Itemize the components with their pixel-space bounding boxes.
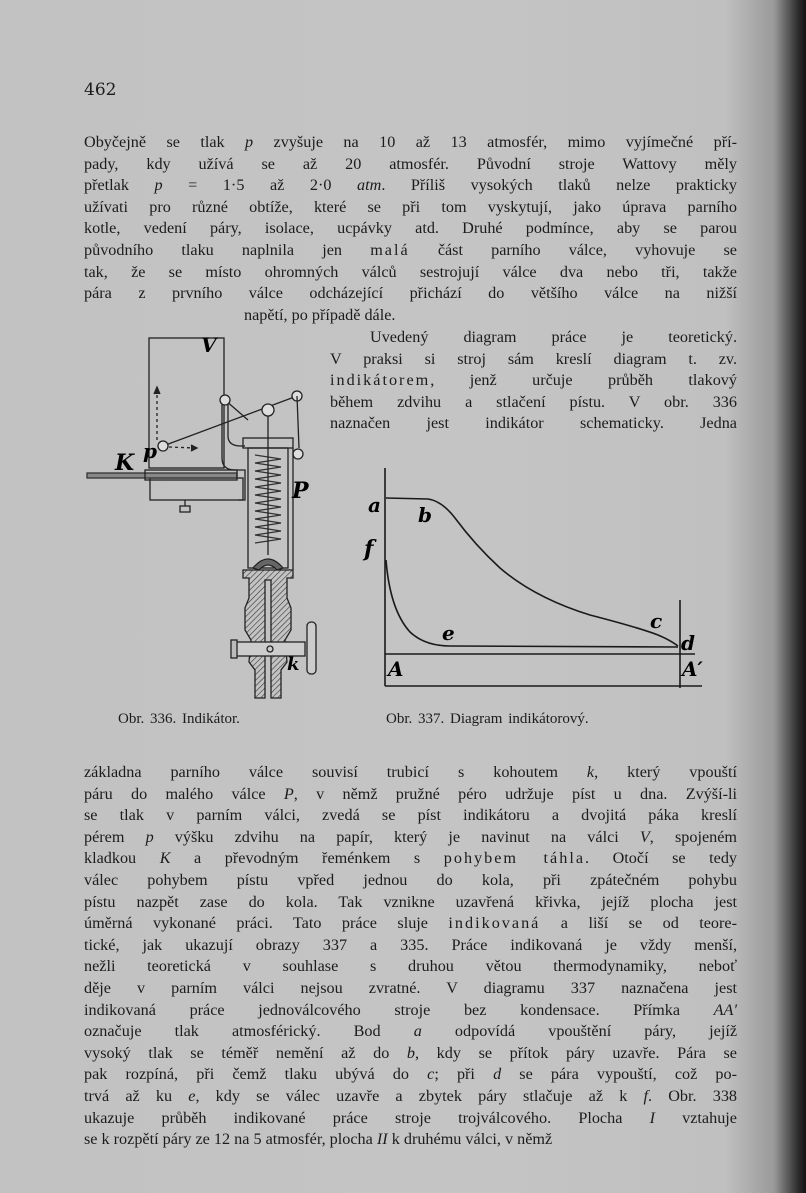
page-number: 462 <box>84 80 117 100</box>
text-line: během zdvihu a stlačení pístu. V obr. 336 <box>330 392 737 411</box>
text-line: děje v parním válci nejsou zvratné. V diagramu 337 naznačena jest <box>84 978 737 997</box>
label-V: V <box>201 333 217 357</box>
text-line: nežli teoretická v souhlase s druhou větou thermodynamiky, neboť <box>84 957 737 976</box>
text-line: válec pohybem pístu vpřed jednou do kola, při zpátečném pohybu <box>84 870 737 889</box>
label-c: c <box>650 609 663 633</box>
figure-337-indicator-diagram <box>350 460 730 700</box>
text-line: pak rozpíná, při čemž tlaku ubývá do c; při d se pára vypouští, což po- <box>84 1065 737 1084</box>
text-line: užívati pro různé obtíže, které se při tom vyskytují, jako úprava parního <box>84 197 737 216</box>
text-line: napětí, po případě dále. <box>244 306 396 324</box>
text-line: V praksi si stroj sám kreslí diagram t. zv. <box>330 349 737 368</box>
text-line: indikovaná práce jednoválcového stroje bez kondensace. Přímka AA′ <box>84 1000 737 1019</box>
label-a: a <box>368 493 381 517</box>
label-k: k <box>287 654 300 675</box>
text-line: pístu nazpět zase do kola. Tak vznikne uzavřená křivka, jejíž plocha jest <box>84 892 737 911</box>
text-line: základna parního válce souvisí trubicí s kohoutem k, který vpouští <box>84 763 737 781</box>
label-p: p <box>143 439 157 463</box>
text-line: Obyčejně se tlak p zvyšuje na 10 až 13 atmosfér, mimo vyjímečné pří- <box>84 133 737 151</box>
label-A: A <box>388 657 404 681</box>
text-line: Uvedený diagram práce je teoretický. <box>370 328 737 346</box>
text-line: se k rozpětí páry ze 12 na 5 atmosfér, plocha II k druhému válci, v němž <box>84 1130 553 1149</box>
label-K: K <box>115 450 135 476</box>
text-line: tické, jak ukazují obrazy 337 a 335. Práce indikovaná je vždy menší, <box>84 935 737 954</box>
text-line: přetlak p = 1·5 až 2·0 atm. Příliš vysokých tlaků nelze prakticky <box>84 176 738 195</box>
text-line: původního tlaku naplnila jen malá část parního válce, vyhovuje se <box>84 240 737 259</box>
text-line: úměrná vykonané práci. Tato práce sluje indikovaná a liší se od teore- <box>84 914 737 933</box>
text-line: kotle, vedení páry, isolace, ucpávky atd. Druhé podmínce, aby se parou <box>84 219 737 238</box>
text-line: trvá až ku e, kdy se válec uzavře a zbytek páry stlačuje až k f. Obr. 338 <box>84 1086 738 1105</box>
label-d: d <box>681 631 695 655</box>
label-P: P <box>292 478 309 504</box>
text-line: označuje tlak atmosférický. Bod a odpovídá vpouštění páry, jejíž <box>84 1022 738 1041</box>
text-line: se tlak v parním válci, zvedá se píst indikátoru a dvojitá páka kreslí <box>84 806 737 825</box>
label-e: e <box>442 621 455 645</box>
label-b: b <box>418 503 432 527</box>
paragraph-intro-tail <box>84 305 737 327</box>
text-line: indikátorem, jenž určuje průběh tlakový <box>330 371 737 390</box>
text-line: páru do malého válce P, v němž pružné péro udržuje píst u dna. Zvýší-li <box>84 784 737 803</box>
text-line: vysoký tlak se téměř nemění až do b, kdy se přítok páry uzavře. Pára se <box>84 1043 737 1062</box>
caption-fig-337: Obr. 337. Diagram indikátorový. <box>386 711 589 727</box>
paragraph-main <box>84 762 737 1151</box>
text-line: tak, že se místo ohromných válců sestrojují válce dva nebo tři, takže <box>84 262 737 281</box>
label-f: f <box>364 536 374 562</box>
text-line: ukazuje průběh indikované práce stroje trojválcového. Plocha I vztahuje <box>84 1108 737 1127</box>
text-line: pady, kdy užívá se až 20 atmosfér. Původní stroje Wattovy měly <box>84 154 737 173</box>
text-line: pérem p výšku zdvihu na papír, který je navinut na válci V, spojeném <box>84 827 737 846</box>
text-line: pára z prvního válce odcházející přichází do většího válce na nižší <box>84 284 737 303</box>
caption-fig-336: Obr. 336. Indikátor. <box>118 711 240 727</box>
paragraph-wrapped <box>330 327 737 435</box>
text-line: kladkou K a převodným řeménkem s pohybem táhla. Otočí se tedy <box>84 849 738 868</box>
label-A-prime: A′ <box>682 657 703 681</box>
text-line: naznačen jest indikátor schematicky. Jedna <box>330 414 737 433</box>
paragraph-intro <box>84 132 737 305</box>
figure-336-indicator <box>85 330 325 705</box>
